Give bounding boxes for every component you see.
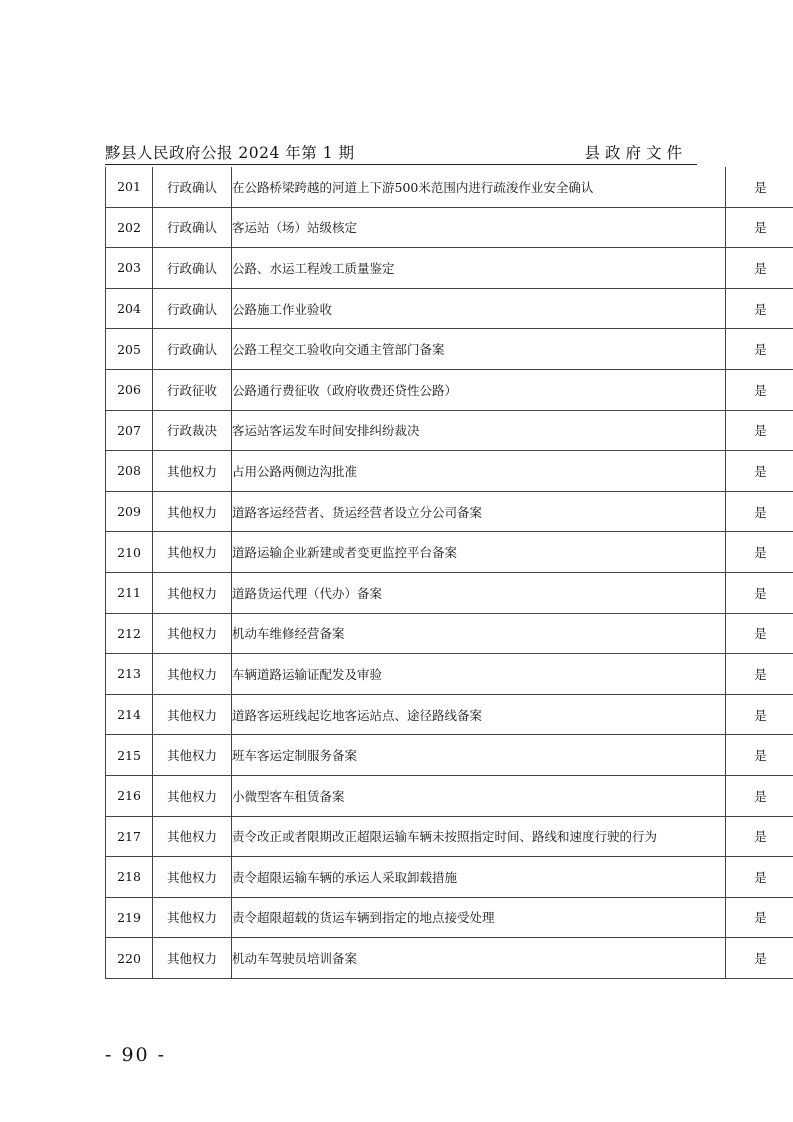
row-category: 其他权力: [153, 857, 232, 898]
row-flag: 是: [726, 938, 793, 979]
table-row: [106, 207, 793, 248]
row-flag: 是: [726, 613, 793, 654]
row-category: 其他权力: [153, 897, 232, 938]
row-category: 行政确认: [153, 167, 232, 207]
row-number: 217: [106, 816, 153, 857]
row-number: 215: [106, 735, 153, 776]
header-rule: [105, 164, 697, 165]
row-flag: 是: [726, 572, 793, 613]
row-flag: 是: [726, 167, 793, 207]
row-number: 219: [106, 897, 153, 938]
table-row: [106, 654, 793, 695]
row-number: 206: [106, 369, 153, 410]
row-number: 211: [106, 572, 153, 613]
table-body: [106, 167, 793, 978]
row-number: 209: [106, 491, 153, 532]
table-row: [106, 288, 793, 329]
table-row: [106, 491, 793, 532]
row-flag: 是: [726, 329, 793, 370]
row-category: 其他权力: [153, 816, 232, 857]
table-row: [106, 167, 793, 207]
table-row: [106, 775, 793, 816]
row-item: 公路工程交工验收向交通主管部门备案: [232, 329, 726, 370]
table-row: [106, 451, 793, 492]
row-category: 其他权力: [153, 775, 232, 816]
row-flag: 是: [726, 816, 793, 857]
row-flag: 是: [726, 248, 793, 289]
row-number: 208: [106, 451, 153, 492]
table-row: [106, 613, 793, 654]
row-number: 212: [106, 613, 153, 654]
row-flag: 是: [726, 288, 793, 329]
row-flag: 是: [726, 207, 793, 248]
row-category: 行政确认: [153, 329, 232, 370]
table-row: [106, 572, 793, 613]
row-category: 行政征收: [153, 369, 232, 410]
row-category: 其他权力: [153, 572, 232, 613]
row-flag: 是: [726, 491, 793, 532]
row-flag: 是: [726, 694, 793, 735]
row-number: 202: [106, 207, 153, 248]
row-category: 其他权力: [153, 654, 232, 695]
row-category: 其他权力: [153, 735, 232, 776]
row-item: 道路货运代理（代办）备案: [232, 572, 726, 613]
row-item: 车辆道路运输证配发及审验: [232, 654, 726, 695]
publication-title: 黟县人民政府公报 2024 年第 1 期: [105, 144, 355, 162]
row-flag: 是: [726, 775, 793, 816]
table-row: [106, 532, 793, 573]
row-item: 公路通行费征收（政府收费还贷性公路）: [232, 369, 726, 410]
row-flag: 是: [726, 532, 793, 573]
table-row: [106, 816, 793, 857]
row-item: 公路施工作业验收: [232, 288, 726, 329]
table-row: [106, 694, 793, 735]
row-flag: 是: [726, 897, 793, 938]
row-flag: 是: [726, 735, 793, 776]
row-number: 204: [106, 288, 153, 329]
table-row: [106, 857, 793, 898]
row-item: 公路、水运工程竣工质量鉴定: [232, 248, 726, 289]
row-item: 机动车驾驶员培训备案: [232, 938, 726, 979]
row-number: 210: [106, 532, 153, 573]
power-list-table: [105, 167, 793, 979]
row-number: 218: [106, 857, 153, 898]
row-item: 客运站（场）站级核定: [232, 207, 726, 248]
row-flag: 是: [726, 369, 793, 410]
table-row: [106, 248, 793, 289]
row-flag: 是: [726, 451, 793, 492]
row-flag: 是: [726, 654, 793, 695]
table-row: [106, 369, 793, 410]
table-row: [106, 897, 793, 938]
row-category: 行政确认: [153, 288, 232, 329]
row-number: 214: [106, 694, 153, 735]
row-flag: 是: [726, 410, 793, 451]
row-item: 机动车维修经营备案: [232, 613, 726, 654]
row-category: 其他权力: [153, 491, 232, 532]
section-title: 县政府文件: [584, 144, 687, 162]
row-category: 其他权力: [153, 451, 232, 492]
row-category: 其他权力: [153, 694, 232, 735]
table-row: [106, 938, 793, 979]
row-number: 213: [106, 654, 153, 695]
row-item: 责令超限超载的货运车辆到指定的地点接受处理: [232, 897, 726, 938]
row-item: 责令改正或者限期改正超限运输车辆未按照指定时间、路线和速度行驶的行为: [232, 816, 726, 857]
row-item: 小微型客车租赁备案: [232, 775, 726, 816]
row-category: 其他权力: [153, 613, 232, 654]
row-number: 220: [106, 938, 153, 979]
row-category: 其他权力: [153, 938, 232, 979]
row-category: 其他权力: [153, 532, 232, 573]
row-number: 205: [106, 329, 153, 370]
row-item: 道路客运经营者、货运经营者设立分公司备案: [232, 491, 726, 532]
row-number: 203: [106, 248, 153, 289]
row-item: 客运站客运发车时间安排纠纷裁决: [232, 410, 726, 451]
row-number: 207: [106, 410, 153, 451]
running-header: [105, 141, 691, 163]
row-item: 在公路桥梁跨越的河道上下游500米范围内进行疏浚作业安全确认: [232, 167, 726, 207]
row-item: 班车客运定制服务备案: [232, 735, 726, 776]
row-item: 道路运输企业新建或者变更监控平台备案: [232, 532, 726, 573]
row-flag: 是: [726, 857, 793, 898]
row-number: 201: [106, 167, 153, 207]
page-number: - 90 -: [105, 1044, 167, 1066]
row-category: 行政确认: [153, 248, 232, 289]
row-category: 行政确认: [153, 207, 232, 248]
table-row: [106, 735, 793, 776]
row-item: 责令超限运输车辆的承运人采取卸载措施: [232, 857, 726, 898]
row-item: 道路客运班线起讫地客运站点、途径路线备案: [232, 694, 726, 735]
row-item: 占用公路两侧边沟批准: [232, 451, 726, 492]
table-row: [106, 329, 793, 370]
table-row: [106, 410, 793, 451]
row-category: 行政裁决: [153, 410, 232, 451]
row-number: 216: [106, 775, 153, 816]
